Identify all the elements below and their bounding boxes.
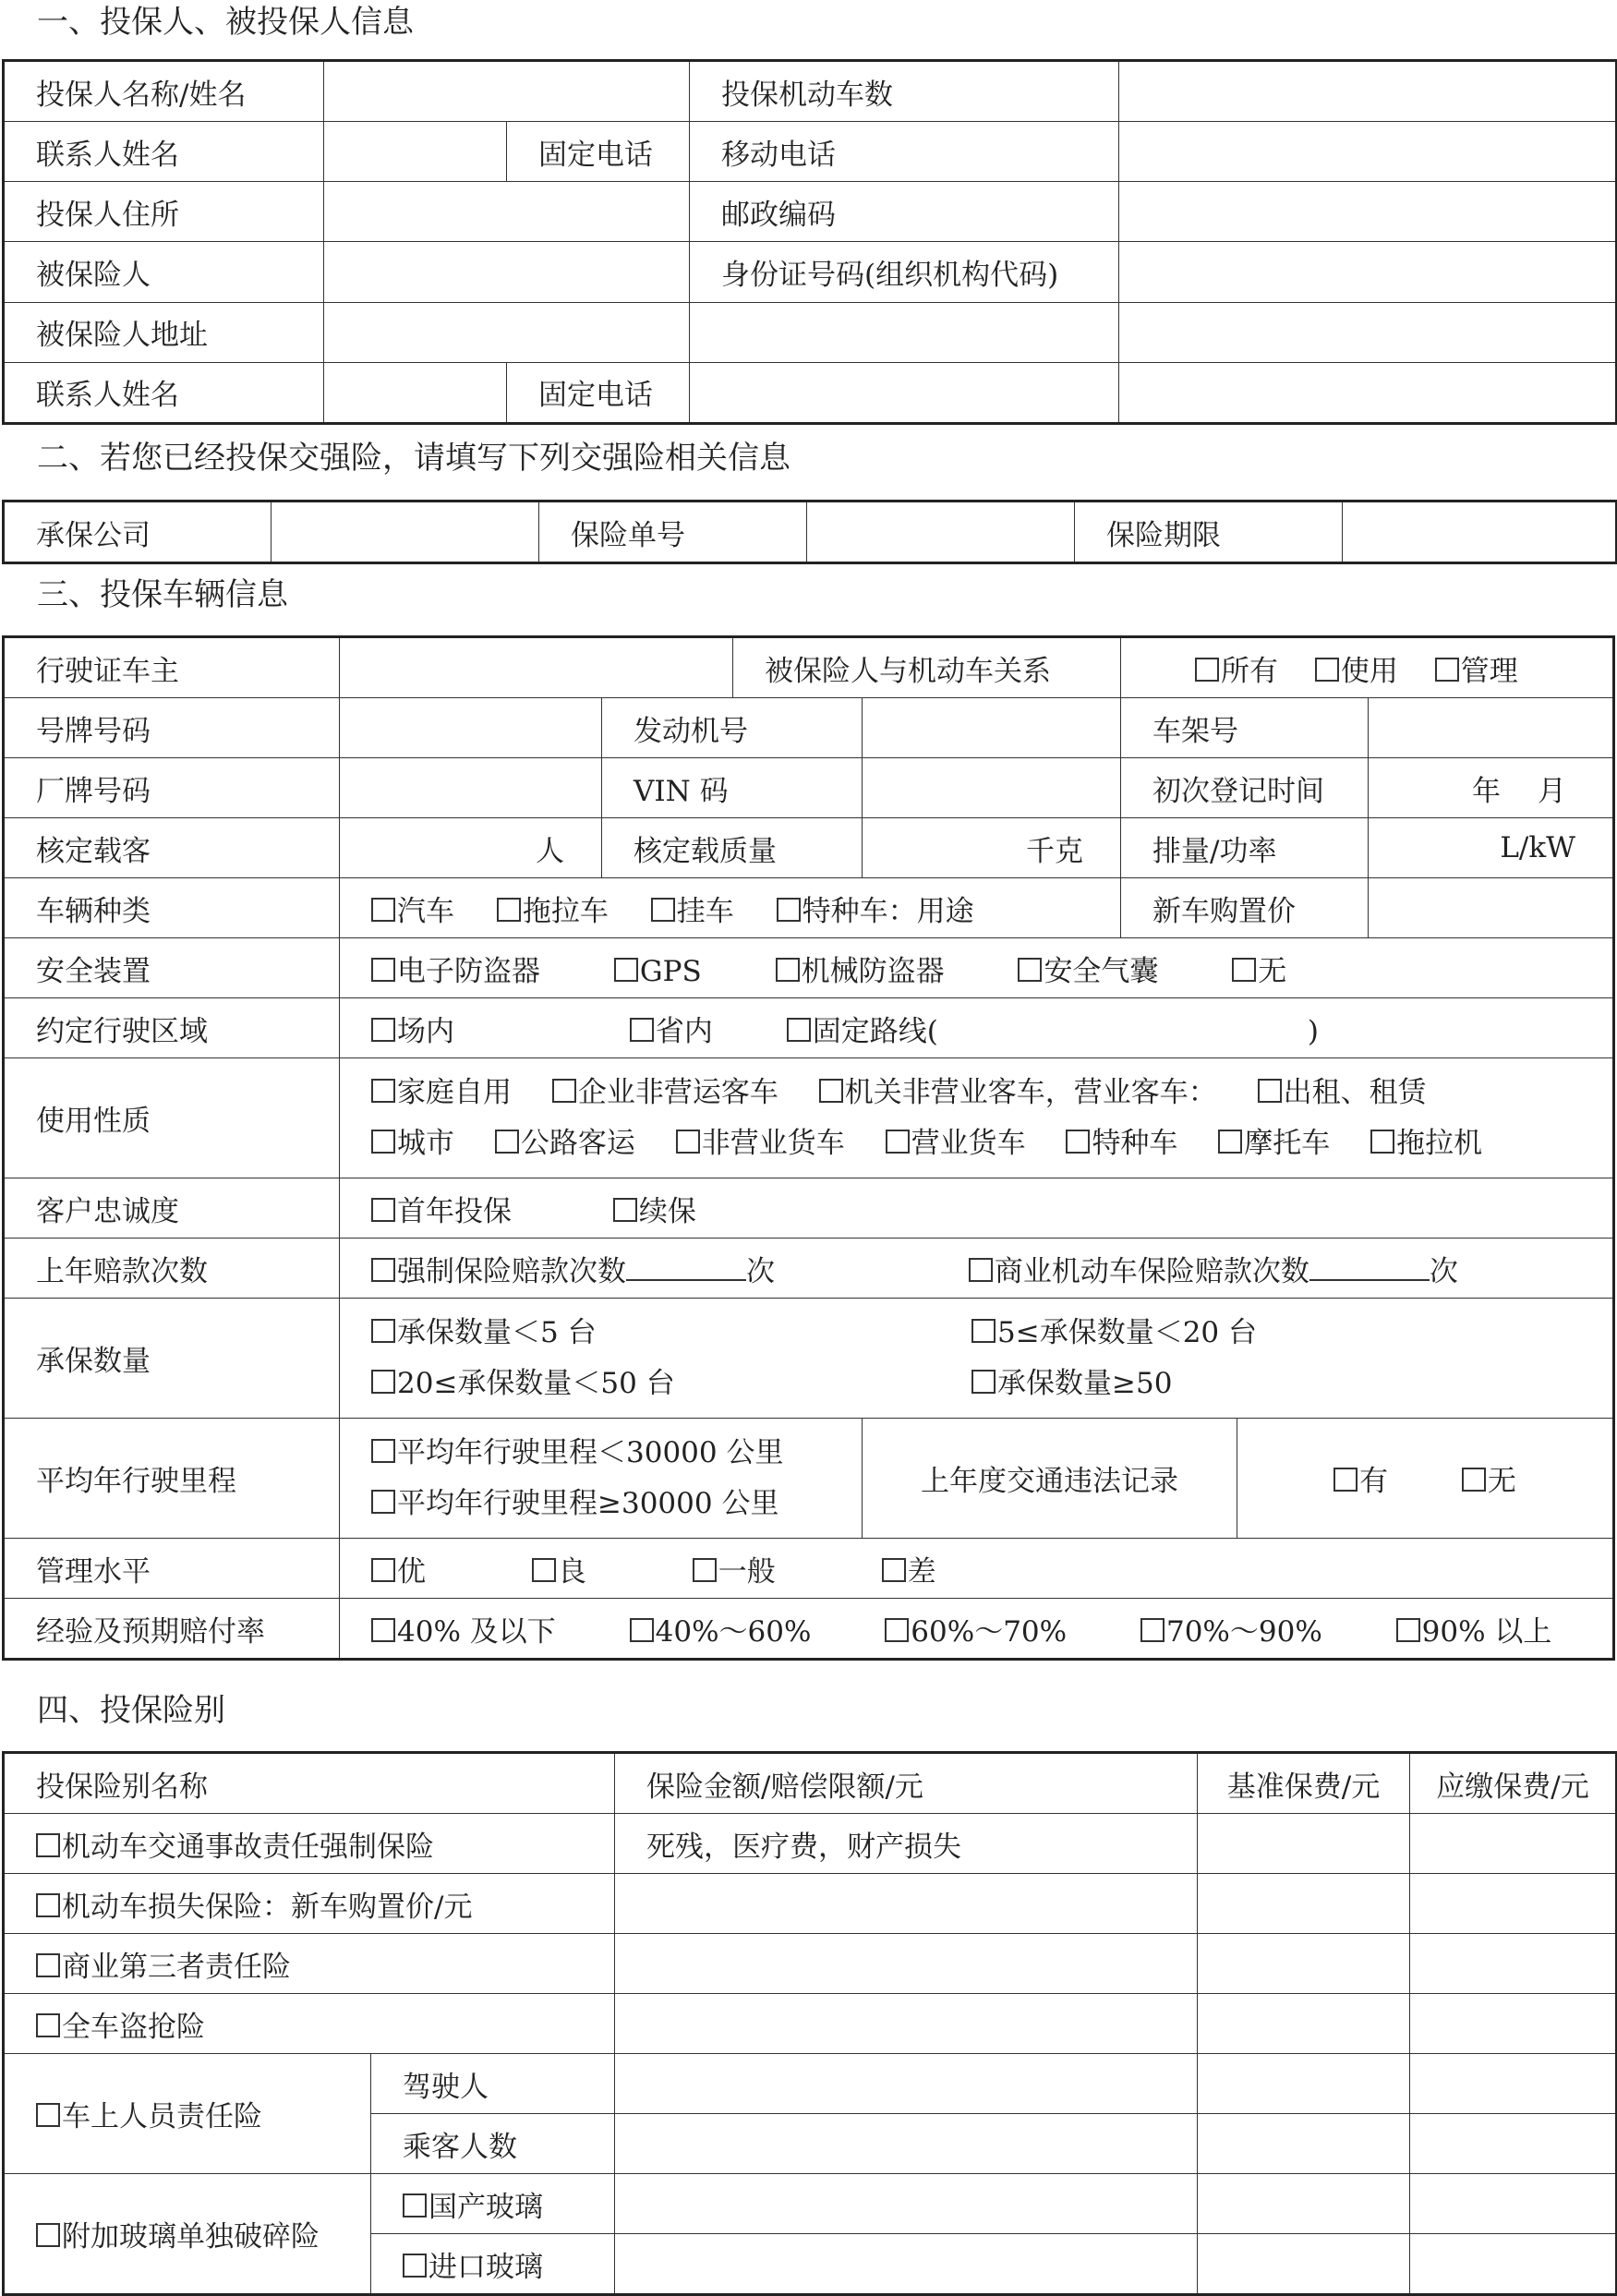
label-occupant: 车上人员责任险 [62,2100,262,2133]
label-load: 核定载质量 [602,818,863,878]
field-compulsory-due[interactable] [1410,1814,1617,1874]
field-domestic-amount[interactable] [615,2174,1198,2234]
label-new-price: 新车购置价 [1121,878,1369,938]
checkbox-tractor-use[interactable] [1370,1130,1394,1154]
opt-violation-yes: 有 [1359,1465,1389,1498]
label-imported-glass: 进口玻璃 [428,2250,543,2284]
opt-count-1: 承保数量＜5 台 [397,1315,597,1349]
opt-loss-1: 40% 及以下 [397,1614,556,1649]
field-mobile[interactable] [1119,122,1617,182]
field-contact-name-2[interactable] [324,362,507,423]
label-violation: 上年度交通违法记录 [863,1419,1237,1539]
label-claims: 上年赔款次数 [4,1239,340,1299]
checkbox-airbag[interactable] [1018,958,1042,982]
label-safety: 安全装置 [4,938,340,998]
header-coverage-name: 投保险别名称 [4,1753,615,1814]
checkbox-count-3[interactable] [371,1370,395,1394]
coverage-table [2,1751,1617,2296]
label-relation: 被保险人与机动车关系 [733,637,1121,698]
field-driver-due[interactable] [1410,2054,1617,2114]
label-insured: 被保险人 [4,242,324,302]
field-blank-d[interactable] [1119,362,1617,423]
vehicle-details-table [2,635,1615,1661]
opt-use: 使用 [1340,654,1398,688]
opt-special-vehicle: 特种车 [1092,1126,1178,1160]
checkbox-family[interactable] [371,1079,395,1103]
checkbox-occupant[interactable] [36,2103,60,2127]
label-postcode: 邮政编码 [690,182,1119,242]
opt-count-3: 20≤承保数量＜50 台 [397,1366,675,1400]
safety-options [340,938,1614,998]
opt-violation-no: 无 [1487,1465,1516,1498]
header-due-premium: 应缴保费/元 [1410,1753,1617,1814]
label-owner: 行驶证车主 [4,637,340,698]
checkbox-own[interactable] [1195,658,1219,682]
label-vehicle-count: 投保机动车数 [690,61,1119,122]
label-glass: 附加玻璃单独破碎险 [62,2220,320,2254]
field-policyholder-name[interactable] [324,61,690,122]
field-domestic-due[interactable] [1410,2174,1617,2234]
opt-commercial-claims: 商业机动车保险赔款次数 [994,1254,1309,1288]
field-passengers-base[interactable] [1198,2114,1410,2174]
opt-good: 良 [557,1554,586,1589]
label-usage: 使用性质 [4,1058,340,1178]
opt-mileage-low: 平均年行驶里程＜30000 公里 [397,1435,784,1469]
checkbox-special-vehicle[interactable] [1066,1130,1090,1154]
relation-options [1121,637,1614,698]
row-glass [4,2174,371,2295]
field-vehicle-count[interactable] [1119,61,1617,122]
checkbox-glass[interactable] [36,2223,60,2247]
label-count: 承保数量 [4,1299,340,1419]
label-vin: VIN 码 [602,758,863,818]
field-seats[interactable]: 人 [340,818,602,878]
field-displacement[interactable]: L/kW [1369,818,1614,878]
label-month: 月 [1538,774,1566,808]
checkbox-highway[interactable] [495,1130,519,1154]
label-mileage: 平均年行驶里程 [4,1419,340,1539]
label-driver: 驾驶人 [371,2054,615,2114]
opt-route: 固定路线( [812,1014,938,1048]
label-plate: 号牌号码 [4,698,340,758]
label-model: 厂牌号码 [4,758,340,818]
row-third-party [4,1934,615,1994]
field-blank-c[interactable] [690,362,1119,423]
opt-gov-bus: 机关非营业客车，营业客车： [844,1075,1217,1109]
label-vehicle-type: 车辆种类 [4,878,340,938]
header-amount: 保险金额/赔偿限额/元 [615,1753,1198,1814]
checkbox-loss-3[interactable] [885,1618,909,1642]
label-landline-2: 固定电话 [507,362,690,423]
checkbox-private-truck[interactable] [676,1130,700,1154]
field-load[interactable]: 千克 [863,818,1121,878]
field-imported-due[interactable] [1410,2234,1617,2295]
field-passengers-amount[interactable] [615,2114,1198,2174]
checkbox-manage[interactable] [1435,658,1459,682]
label-contact-name-2: 联系人姓名 [4,362,324,423]
field-contact-name[interactable] [324,122,507,182]
field-plate[interactable] [340,698,602,758]
checkbox-motorcycle[interactable] [1218,1130,1242,1154]
checkbox-domestic-glass[interactable] [403,2193,427,2217]
label-address: 投保人住所 [4,182,324,242]
vehicle-type-options [340,878,1121,938]
field-third-party-base[interactable] [1198,1934,1410,1994]
opt-excellent: 优 [397,1554,426,1589]
checkbox-violation-yes[interactable] [1333,1468,1358,1492]
checkbox-special[interactable] [777,898,801,922]
field-frame[interactable] [1369,698,1614,758]
field-commercial-claims[interactable] [1309,1253,1430,1281]
checkbox-poor[interactable] [882,1558,906,1582]
header-base-premium: 基准保费/元 [1198,1753,1410,1814]
checkbox-site[interactable] [371,1018,395,1042]
label-loss-ratio: 经验及预期赔付率 [4,1599,340,1660]
field-address[interactable] [324,182,690,242]
unit-times-b: 次 [1429,1254,1458,1288]
checkbox-commercial-truck[interactable] [886,1130,910,1154]
checkbox-loss-1[interactable] [371,1618,395,1642]
checkbox-loss-5[interactable] [1396,1618,1420,1642]
opt-car: 汽车 [397,894,454,928]
checkbox-third-party[interactable] [36,1953,60,1977]
opt-alarm: 电子防盗器 [397,954,540,988]
section-4-title: 四、投保险别 [37,1692,225,1729]
opt-count-4: 承保数量≥50 [997,1366,1173,1400]
label-third-party: 商业第三者责任险 [62,1950,291,1984]
checkbox-loss-2[interactable] [630,1618,654,1642]
opt-trailer: 挂车 [676,894,734,928]
checkbox-none[interactable] [1232,958,1256,982]
checkbox-violation-no[interactable] [1462,1468,1486,1492]
field-first-reg[interactable] [1369,758,1614,818]
field-insurer[interactable] [272,501,539,563]
field-insured-address[interactable] [324,302,690,362]
field-imported-amount[interactable] [615,2234,1198,2295]
opt-commercial-truck: 营业货车 [911,1126,1026,1160]
opt-motorcycle: 摩托车 [1244,1126,1331,1160]
field-period[interactable] [1343,501,1617,563]
field-policy-no[interactable] [807,501,1075,563]
section-2-table [2,500,1617,564]
row-occupant [4,2054,371,2174]
field-insured[interactable] [324,242,690,302]
checkbox-gov-bus[interactable] [819,1079,843,1103]
field-theft-due[interactable] [1410,1994,1617,2054]
opt-special: 特种车：用途 [802,894,974,928]
section-1-table [2,59,1617,425]
label-first-reg: 初次登记时间 [1121,758,1369,818]
opt-own: 所有 [1221,654,1278,688]
field-damage-base[interactable] [1198,1874,1410,1934]
checkbox-use[interactable] [1315,658,1339,682]
opt-lock: 机械防盗器 [801,954,945,988]
label-year: 年 [1472,774,1501,808]
label-passengers: 乘客人数 [371,2114,615,2174]
opt-city: 城市 [397,1126,454,1160]
label-engine: 发动机号 [602,698,863,758]
opt-taxi: 出租、租赁 [1283,1075,1427,1109]
checkbox-province[interactable] [630,1018,654,1042]
checkbox-good[interactable] [532,1558,556,1582]
field-compulsory-base[interactable] [1198,1814,1410,1874]
opt-none: 无 [1258,954,1287,988]
opt-site: 场内 [397,1014,454,1048]
checkbox-lock[interactable] [776,958,800,982]
field-driver-amount[interactable] [615,2054,1198,2114]
option-domestic-glass [371,2174,615,2234]
opt-mileage-high: 平均年行驶里程≥30000 公里 [397,1486,779,1520]
label-loyalty: 客户忠诚度 [4,1178,340,1239]
option-imported-glass [371,2234,615,2295]
opt-airbag: 安全气囊 [1044,954,1159,988]
opt-corp-bus: 企业非营运客车 [577,1075,778,1109]
label-mobile: 移动电话 [690,122,1119,182]
loyalty-options [340,1178,1614,1239]
label-contact-name: 联系人姓名 [4,122,324,182]
checkbox-taxi[interactable] [1258,1079,1282,1103]
claims-options [340,1239,1614,1299]
label-seats: 核定载客 [4,818,340,878]
opt-count-2: 5≤承保数量＜20 台 [997,1315,1257,1349]
checkbox-excellent[interactable] [371,1558,395,1582]
opt-highway: 公路客运 [520,1126,635,1160]
checkbox-compulsory[interactable] [36,1833,60,1857]
section-2-title: 二、若您已经投保交强险，请填写下列交强险相关信息 [37,440,790,477]
checkbox-tractor[interactable] [497,898,521,922]
opt-average: 一般 [718,1554,776,1589]
label-policy-no: 保险单号 [539,501,807,563]
opt-poor: 差 [907,1554,936,1589]
field-model[interactable] [340,758,602,818]
field-engine[interactable] [863,698,1121,758]
checkbox-city[interactable] [371,1130,395,1154]
checkbox-theft[interactable] [36,2013,60,2037]
label-area: 约定行驶区域 [4,998,340,1058]
row-compulsory [4,1814,615,1874]
opt-loss-4: 70%～90% [1165,1614,1322,1649]
checkbox-corp-bus[interactable] [552,1079,576,1103]
field-passengers-due[interactable] [1410,2114,1617,2174]
checkbox-trailer[interactable] [651,898,675,922]
field-id-number[interactable] [1119,242,1617,302]
opt-compulsory-claims: 强制保险赔款次数 [397,1254,626,1288]
opt-loss-5: 90% 以上 [1421,1614,1552,1649]
checkbox-first-year[interactable] [371,1198,395,1222]
section-3-title: 三、投保车辆信息 [37,576,288,613]
checkbox-commercial-claims[interactable] [969,1258,993,1282]
field-damage-amount[interactable] [615,1874,1198,1934]
field-third-party-amount[interactable] [615,1934,1198,1994]
route-close-paren: ) [1307,1014,1319,1048]
label-insurer: 承保公司 [4,501,272,563]
checkbox-average[interactable] [693,1558,717,1582]
field-damage-due[interactable] [1410,1874,1617,1934]
field-theft-amount[interactable] [615,1994,1198,2054]
checkbox-compulsory-claims[interactable] [371,1258,395,1282]
checkbox-count-1[interactable] [371,1319,395,1343]
field-vin[interactable] [863,758,1121,818]
field-blank-a[interactable] [690,302,1119,362]
unit-times-a: 次 [746,1254,775,1288]
opt-private-truck: 非营业货车 [701,1126,845,1160]
field-postcode[interactable] [1119,182,1617,242]
label-frame: 车架号 [1121,698,1369,758]
label-damage: 机动车损失保险：新车购置价/元 [62,1890,473,1924]
violation-options [1237,1419,1614,1539]
checkbox-loss-4[interactable] [1140,1618,1164,1642]
management-options [340,1539,1614,1599]
field-compulsory-claims[interactable] [626,1253,746,1281]
checkbox-count-4[interactable] [971,1370,996,1394]
opt-first-year: 首年投保 [397,1194,512,1228]
checkbox-mileage-high[interactable] [371,1490,395,1514]
opt-gps: GPS [639,954,702,988]
loss-ratio-options [340,1599,1614,1660]
field-driver-base[interactable] [1198,2054,1410,2114]
field-third-party-due[interactable] [1410,1934,1617,1994]
label-domestic-glass: 国产玻璃 [428,2190,543,2224]
label-period: 保险期限 [1075,501,1343,563]
opt-loss-2: 40%～60% [655,1614,812,1649]
mileage-options [340,1419,863,1539]
checkbox-renewal[interactable] [613,1198,637,1222]
field-domestic-base[interactable] [1198,2174,1410,2234]
label-landline: 固定电话 [507,122,690,182]
opt-family: 家庭自用 [397,1075,512,1109]
opt-renewal: 续保 [638,1194,696,1228]
checkbox-gps[interactable] [614,958,638,982]
label-id-number: 身份证号码(组织机构代码) [690,242,1119,302]
opt-tractor: 拖拉车 [522,894,609,928]
checkbox-count-2[interactable] [971,1319,996,1343]
field-imported-base[interactable] [1198,2234,1410,2295]
opt-manage: 管理 [1460,654,1518,688]
checkbox-damage[interactable] [36,1893,60,1917]
usage-options [340,1058,1614,1178]
label-management: 管理水平 [4,1539,340,1599]
row-theft [4,1994,615,2054]
label-compulsory: 机动车交通事故责任强制保险 [62,1830,434,1864]
checkbox-mileage-low[interactable] [371,1439,395,1463]
label-theft: 全车盗抢险 [62,2010,205,2044]
checkbox-imported-glass[interactable] [403,2254,427,2278]
opt-tractor-use: 拖拉机 [1396,1126,1483,1160]
field-new-price[interactable] [1369,878,1614,938]
field-theft-base[interactable] [1198,1994,1410,2054]
field-owner[interactable] [340,637,733,698]
checkbox-route[interactable] [787,1018,811,1042]
count-options [340,1299,1614,1419]
label-policyholder-name: 投保人名称/姓名 [4,61,324,122]
section-1-title: 一、投保人、被投保人信息 [37,4,414,41]
label-insured-address: 被保险人地址 [4,302,324,362]
label-displacement: 排量/功率 [1121,818,1369,878]
field-blank-b[interactable] [1119,302,1617,362]
area-options [340,998,1614,1058]
opt-province: 省内 [655,1014,713,1048]
checkbox-car[interactable] [371,898,395,922]
checkbox-alarm[interactable] [371,958,395,982]
opt-loss-3: 60%～70% [911,1614,1068,1649]
field-compulsory-amount[interactable]: 死残，医疗费，财产损失 [615,1814,1198,1874]
row-damage [4,1874,615,1934]
